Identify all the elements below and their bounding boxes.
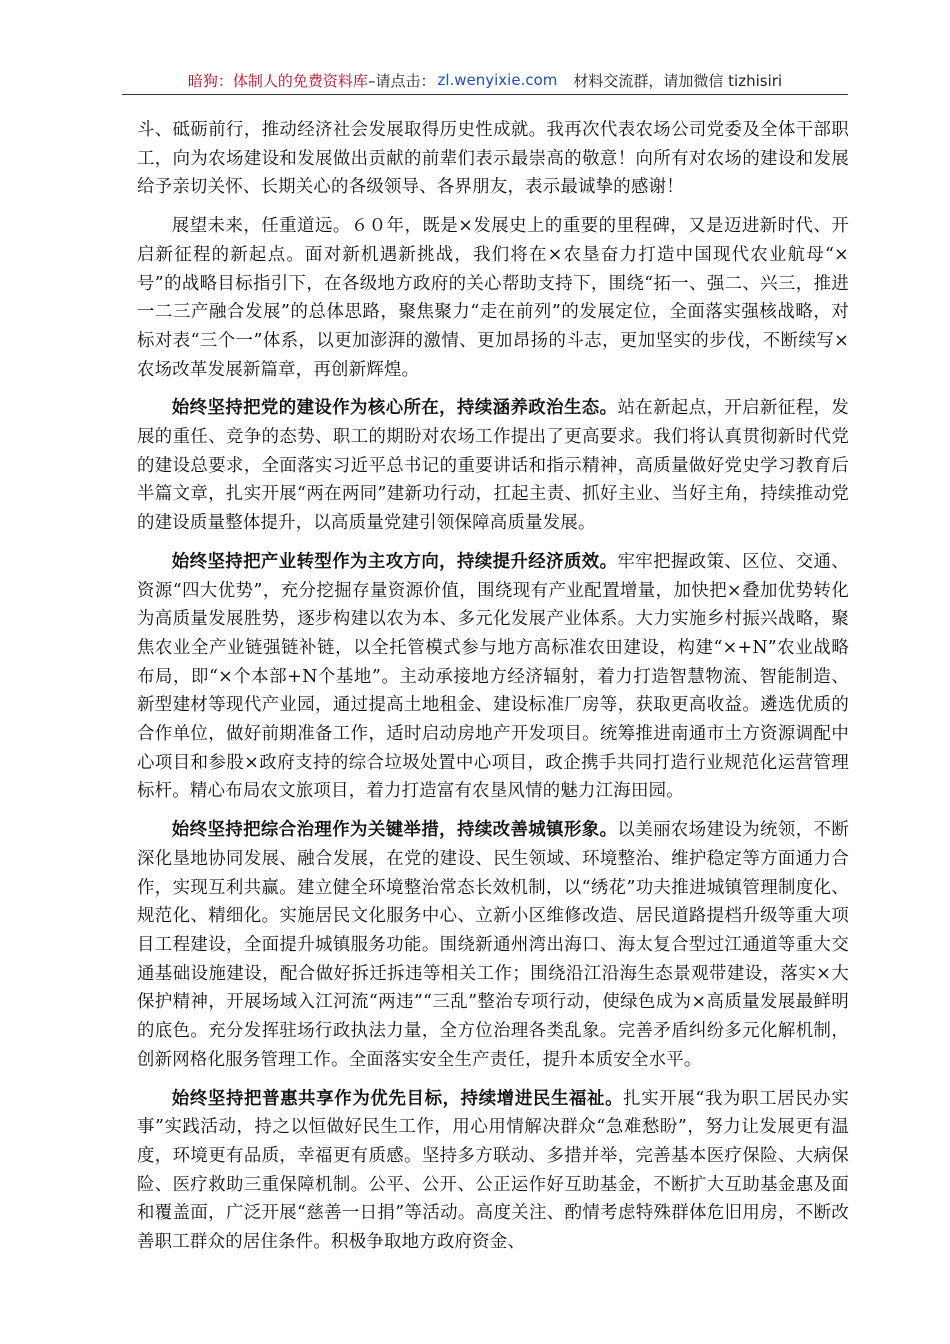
paragraph-outlook xyxy=(137,212,849,384)
paragraph-text: 站在新起点，开启新征程，发展的重任、竞争的态势、职工的期盼对农场工作提出了更高要求。我们将认真贯彻新时代党的建设总要求，全面落实习近平总书记的重要讲话和指示精神，高质量做好党史学习教育后半篇文章，扎实开展“两在两同”建新功行动，扛起主责、抓好主业、当好主角，持续推动党的建设质量整体提升，以高质量党建引领保障高质量发展。 xyxy=(137,398,849,534)
paragraph-lead: 始终坚持把综合治理作为关键举措，持续改善城镇形象。 xyxy=(171,820,618,841)
header-divider xyxy=(122,94,848,95)
paragraph-text: 扎实开展“我为职工居民办实事”实践活动，持之以恒做好民生工作，用心用情解决群众“急难愁盼”，努力让发展更有温度，环境更有品质，幸福更有质感。坚持多方联动、多措并举，完善基本医疗保险、大病保险、医疗救助三重保障机制。公平、公开、公正运作好互助基金，不断扩大互助基金惠及面和覆盖面，广泛开展“慈善一日捐”等活动。高度关注、酌情考虑特殊群体危旧用房，不断改善职工群众的居住条件。积极争取地方政府资金、 xyxy=(137,1088,849,1253)
paragraph-lead: 始终坚持把党的建设作为核心所在，持续涵养政治生态。 xyxy=(171,398,618,419)
paragraph-lead: 始终坚持把产业转型作为主攻方向，持续提升经济质效。 xyxy=(171,551,618,572)
page-header xyxy=(122,66,848,94)
header-group-note: 材料交流群，请加微信 tizhisiri xyxy=(573,71,783,90)
paragraph-text: 以美丽农场建设为统领，不断深化垦地协同发展、融合发展，在党的建设、民生领域、环境整治、维护稳定等方面通力合作，实现互利共赢。建立健全环境整治常态长效机制，以“绣花”功夫推进城镇管理制度化、规范化、精细化。实施居民文化服务中心、立新小区维修改造、居民道路提档升级等重大项目工程建设，全面提升城镇服务功能。围绕新通州湾出海口、海太复合型过江通道等重大交通基础设施建设，配合做好拆迁拆违等相关工作；围绕沿江沿海生态景观带建设，落实×大保护精神，开展场域入江河流“两违”“三乱”整治专项行动，使绿色成为×高质量发展最鲜明的底色。充分发挥驻场行政执法力量，全方位治理各类乱象。完善矛盾纠纷多元化解机制，创新网格化服务管理工作。全面落实安全生产责任，提升本质安全水平。 xyxy=(137,820,849,1070)
paragraph-industry xyxy=(137,548,849,806)
document-body xyxy=(137,116,849,1267)
paragraph-text: 斗、砥砺前行，推动经济社会发展取得历史性成就。我再次代表农场公司党委及全体干部职工，向为农场建设和发展做出贡献的前辈们表示最崇高的敬意！向所有对农场的建设和发展给予亲切关怀、长期关心的各级领导、各界朋友，表示最诚挚的感谢！ xyxy=(137,120,849,198)
header-brand: 暗狗：体制人的免费资料库 xyxy=(187,71,368,90)
paragraph-party-building xyxy=(137,394,849,538)
paragraph-text: 牢牢把握政策、区位、交通、资源“四大优势”，充分挖掘存量资源价值，围绕现有产业配置增量，加快把×叠加优势转化为高质量发展胜势，逐步构建以农为本、多元化发展产业体系。大力实施乡村振兴战略，聚焦农业全产业链强链补链，以全托管模式参与地方高标准农田建设，构建“×+N”农业战略布局，即“×个本部+N个基地”。主动承接地方经济辐射，着力打造智慧物流、智能制造、新型建材等现代产业园，通过提高土地租金、建设标准厂房等，获取更高收益。遴选优质的合作单位，做好前期准备工作，适时启动房地产开发项目。统筹推进南通市土方资源调配中心项目和参股×政府支持的综合垃圾处置中心项目，政企携手共同打造行业规范化运营管理标杆。精心布局农文旅项目，着力打造富有农垦风情的魅力江海田园。 xyxy=(137,551,849,802)
paragraph-text: 展望未来，任重道远。６０年，既是×发展史上的重要的里程碑，又是迈进新时代、开启新征程的新起点。面对新机遇新挑战，我们将在×农垦奋力打造中国现代农业航母“×号”的战略目标指引下，在各级地方政府的关心帮助支持下，围绕“拓一、强二、兴三，推进一二三产融合发展”的总体思路，聚焦聚力“走在前列”的发展定位，全面落实强核战略，对标对表“三个一”体系，以更加澎湃的激情、更加昂扬的斗志，更加坚实的步伐，不断续写×农场改革发展新篇章，再创新辉煌。 xyxy=(137,216,849,380)
header-click-label: –请点击： xyxy=(367,71,436,90)
paragraph-livelihood xyxy=(137,1085,849,1257)
paragraph-lead: 始终坚持把普惠共享作为优先目标，持续增进民生福祉。 xyxy=(171,1088,624,1109)
header-url-link[interactable]: zl.wenyixie.com xyxy=(437,71,558,89)
paragraph-governance xyxy=(137,816,849,1074)
paragraph-continuation xyxy=(137,116,849,202)
